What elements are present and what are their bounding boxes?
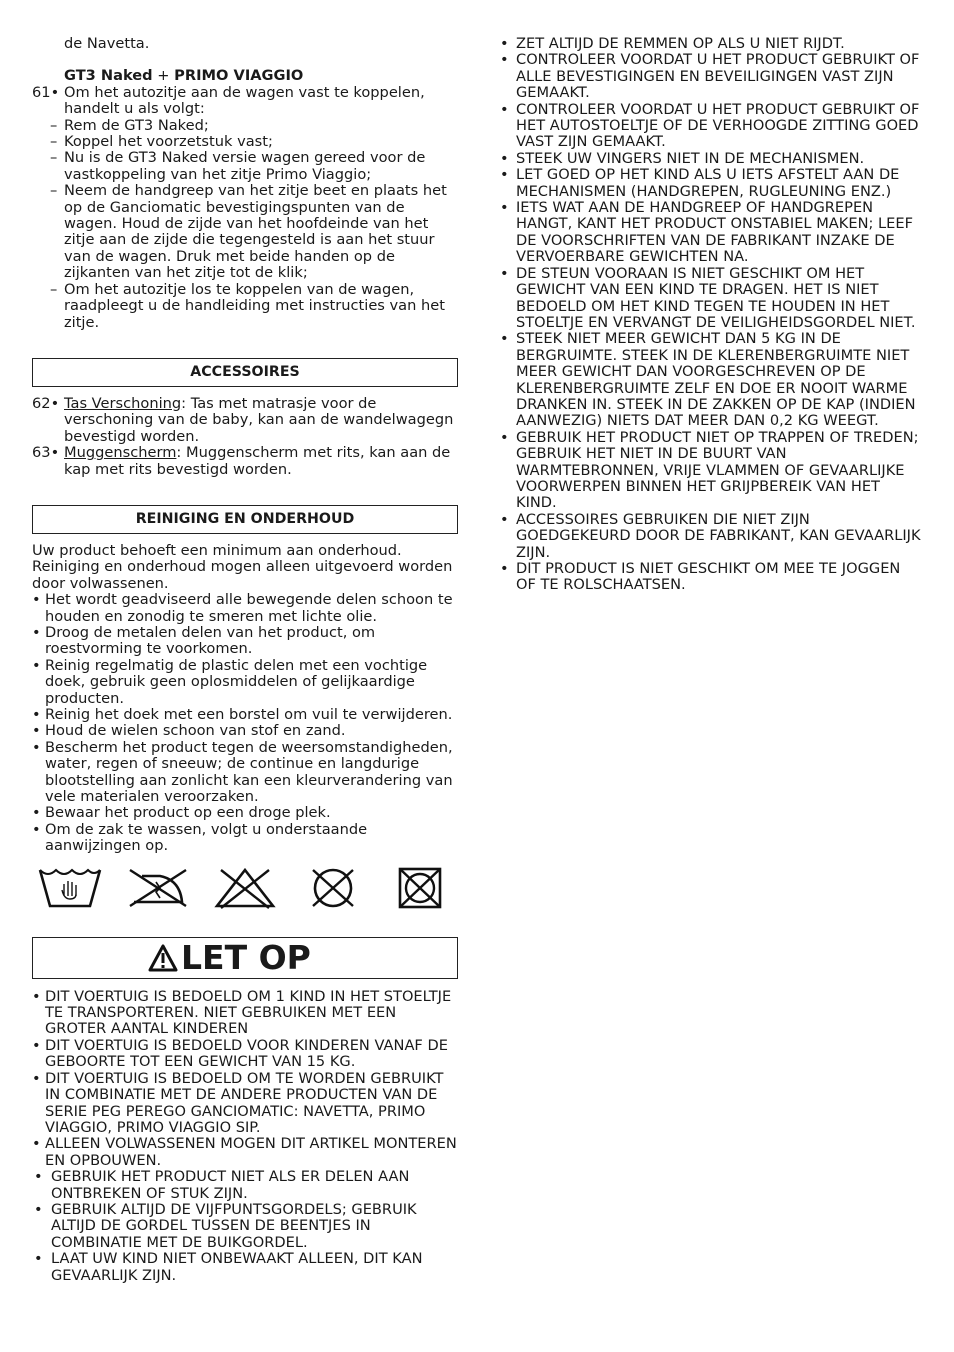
cleaning-intro: Uw product behoeft een minimum aan onderhoud. Reiniging en onderhoud mogen alleen uitgevoerd worden door volwassenen. (32, 541, 453, 592)
list-item: • LET GOED OP HET KIND ALS U IETS AFSTELT AAN DE MECHANISMEN (HANDGREPEN, RUGLEUNING ENZ.) (498, 167, 924, 200)
list-item: • GEBRUIK HET PRODUCT NIET OP TRAPPEN OF TREDEN; GEBRUIK HET NIET IN DE BUURT VAN WARMTEBRONNEN, VRIJE VLAMMEN OF GEVAARLIJKE VOORWERPEN BINNEN HET GRIJPBEREIK VAN HET KIND. (498, 430, 924, 512)
list-item: • IETS WAT AAN DE HANDGREEP OF HANDGREPEN HANGT, KANT HET PRODUCT ONSTABIEL MAKEN; LEEF DE VOORSCHRIFTEN VAN DE FABRIKANT INZAKE DE VERVOERBARE GEWICHTEN NA. (498, 200, 924, 266)
cleaning-list (32, 592, 458, 855)
list-item: • Bewaar het product op een droge plek. (32, 805, 458, 821)
accessory-name: Muggenscherm (64, 444, 177, 462)
no-tumble-dry-icon (388, 866, 452, 910)
list-item: • Houd de wielen schoon van stof en zand. (32, 723, 458, 739)
care-symbols (32, 866, 458, 910)
left-column (32, 36, 458, 1284)
gt3-heading: GT3 Naked + PRIMO VIAGGIO (64, 67, 304, 85)
list-item: • STEEK NIET MEER GEWICHT DAN 5 KG IN DE BERGRUIMTE. STEEK IN DE KLERENBERGRUIMTE NIET MEER GEWICHT DAN VOORGESCHREVEN OP DE KLERENBERGRUIMTE ZELF EN DOE ER NOOIT WARME DRANKEN IN. STEEK IN DE ZAKKEN OP DE KAP (INDIEN AANWEZIG) NIETS DAT MEER DAN 0,2 KG WEEGT. (498, 331, 924, 429)
no-iron-icon (126, 866, 190, 910)
list-item: • ACCESSOIRES GEBRUIKEN DIE NIET ZIJN GOEDGEKEURD DOOR DE FABRIKANT, KAN GEVAARLIJK ZIJN. (498, 512, 924, 561)
warning-heading (32, 937, 458, 979)
cleaning-heading: REINIGING EN ONDERHOUD (32, 505, 458, 534)
list-item: • Bescherm het product tegen de weersomstandigheden, water, regen of sneeuw; de continue en langdurige blootstelling aan zonlicht kan een kleurverandering van vele materialen veroorzaken. (32, 740, 458, 806)
list-item: • Om de zak te wassen, volgt u onderstaande aanwijzingen op. (32, 822, 458, 855)
gt3-step: – Rem de GT3 Naked; (32, 118, 458, 134)
list-item: • DIT VOERTUIG IS BEDOELD VOOR KINDEREN VANAF DE GEBOORTE TOT EEN GEWICHT VAN 15 KG. (32, 1038, 458, 1071)
warning-list (32, 989, 458, 1284)
list-item: • CONTROLEER VOORDAT U HET PRODUCT GEBRUIKT OF ALLE BEVESTIGINGEN EN BEVEILIGINGEN VAST ZIJN GEMAAKT. (498, 52, 924, 101)
list-item: • DE STEUN VOORAAN IS NIET GESCHIKT OM HET GEWICHT VAN EEN KIND TE DRAGEN. HET IS NIET BEDOELD OM HET KIND TEGEN TE HOUDEN IN HET STOELTJE EN VERVANGT DE VEILIGHEIDSGORDEL NIET. (498, 266, 924, 332)
list-item: • STEEK UW VINGERS NIET IN DE MECHANISMEN. (498, 151, 924, 167)
gt3-step: – Nu is de GT3 Naked versie wagen gereed voor de vastkoppeling van het zitje Primo Viaggio; (32, 150, 458, 183)
list-item: • DIT PRODUCT IS NIET GESCHIKT OM MEE TE JOGGEN OF TE ROLSCHAATSEN. (498, 561, 924, 594)
accessories-heading: ACCESSOIRES (32, 358, 458, 387)
accessory-item: 62• Tas Verschoning: Tas met matrasje voor de verschoning van de baby, kan aan de wandelwagegn bevestigd worden. (32, 394, 454, 445)
list-item: • CONTROLEER VOORDAT U HET PRODUCT GEBRUIKT OF HET AUTOSTOELTJE OF DE VERHOOGDE ZITTING GOED VAST ZIJN GEMAAKT. (498, 102, 924, 151)
accessory-item: 63• Muggenscherm: Muggenscherm met rits, kan aan de kap met rits bevestigd worden. (32, 444, 451, 478)
no-bleach-icon (213, 866, 277, 910)
accessories-list (32, 396, 458, 478)
list-item: • GEBRUIK HET PRODUCT NIET ALS ER DELEN AAN ONTBREKEN OF STUK ZIJN. (32, 1169, 458, 1202)
gt3-step: – Om het autozitje los te koppelen van de wagen, raadpleegt u de handleiding met instructies van het zitje. (32, 282, 458, 331)
list-item: • LAAT UW KIND NIET ONBEWAAKT ALLEEN, DIT KAN GEVAARLIJK ZIJN. (32, 1251, 458, 1284)
intro-line: de Navetta. (64, 35, 150, 52)
gt3-step: – Koppel het voorzetstuk vast; (32, 134, 458, 150)
list-item: • DIT VOERTUIG IS BEDOELD OM 1 KIND IN HET STOELTJE TE TRANSPORTEREN. NIET GEBRUIKEN MET EEN GROTER AANTAL KINDEREN (32, 989, 458, 1038)
list-item: • Het wordt geadviseerd alle bewegende delen schoon te houden en zonodig te smeren met lichte olie. (32, 592, 458, 625)
hand-wash-icon (38, 866, 102, 910)
list-item: • ALLEEN VOLWASSENEN MOGEN DIT ARTIKEL MONTEREN EN OPBOUWEN. (32, 1136, 458, 1169)
gt3-step: – Neem de handgreep van het zitje beet en plaats het op de Ganciomatic bevestigingspunten van de wagen. Houd de zijde van het hoofdeinde van het zitje aan de zijde die tegengesteld is aan het stuur van de wagen. Druk met beide handen op de zijkanten van het zitje tot de klik; (32, 183, 458, 281)
list-item: • Droog de metalen delen van het product, om roestvorming te voorkomen. (32, 625, 458, 658)
list-item: • Reinig het doek met een borstel om vuil te verwijderen. (32, 707, 458, 723)
no-dry-clean-icon (301, 866, 365, 910)
warning-title: LET OP (181, 937, 311, 977)
list-item: • Reinig regelmatig de plastic delen met een vochtige doek, gebruik geen oplosmiddelen of gelijkaardige producten. (32, 658, 458, 707)
warning-icon (148, 944, 178, 972)
list-item: • ZET ALTIJD DE REMMEN OP ALS U NIET RIJDT. (498, 36, 924, 52)
list-item: • DIT VOERTUIG IS BEDOELD OM TE WORDEN GEBRUIKT IN COMBINATIE MET DE ANDERE PRODUCTEN VAN DE SERIE PEG PEREGO GANCIOMATIC: NAVETTA, PRIMO VIAGGIO, PRIMO VIAGGIO SIP. (32, 1071, 458, 1137)
gt3-instruction: 61• Om het autozitje aan de wagen vast te koppelen, handelt u als volgt: (32, 83, 425, 118)
accessory-name: Tas Verschoning (64, 394, 182, 412)
list-item: • GEBRUIK ALTIJD DE VIJFPUNTSGORDELS; GEBRUIK ALTIJD DE GORDEL TUSSEN DE BEENTJES IN COMBINATIE MET DE BUIKGORDEL. (32, 1202, 458, 1251)
right-column (498, 36, 924, 594)
